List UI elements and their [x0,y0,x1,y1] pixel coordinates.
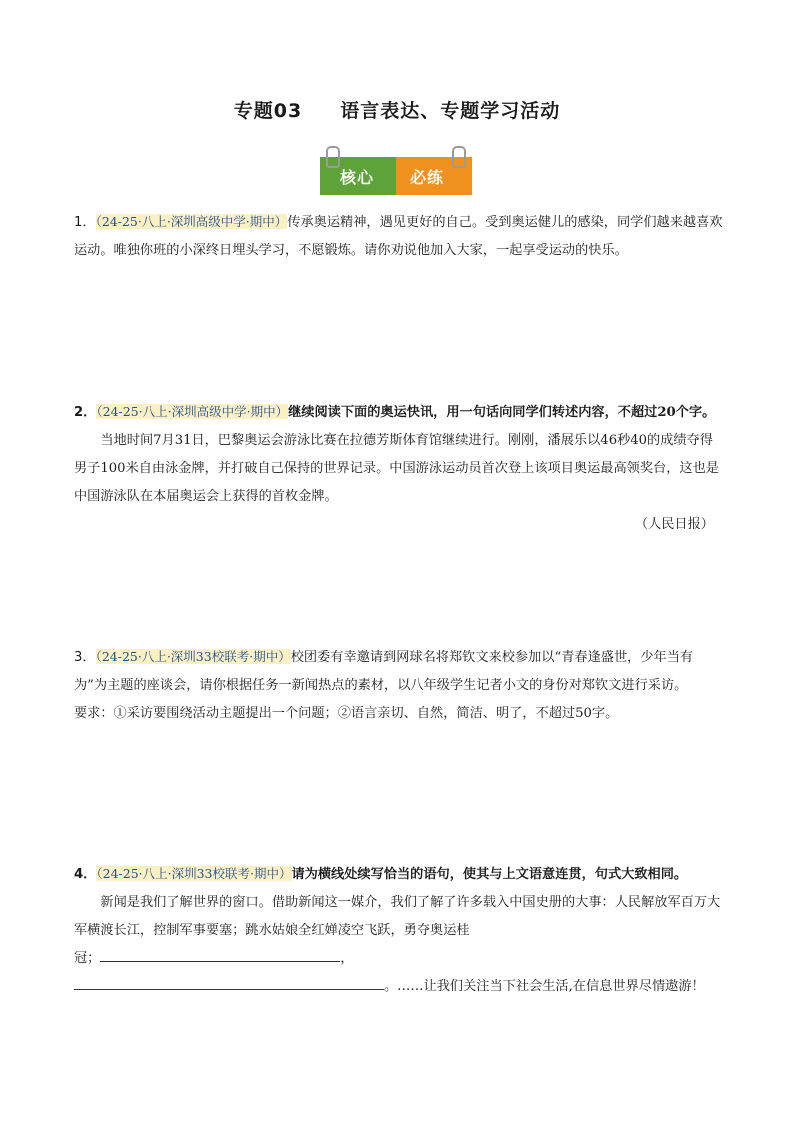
question-requirements: 要求：①采访要围绕活动主题提出一个问题；②语言亲切、自然，简洁、明了，不超过50字。 [74,706,619,721]
question-2 [74,398,724,539]
line2-suffix: 。……让我们关注当下社会生活,在信息世界尽情遨游！ [384,979,705,994]
question-prompt: 继续阅读下面的奥运快讯，用一句话向同学们转述内容，不超过20个字。 [288,405,716,420]
title-main: 专题03 [233,100,303,122]
question-number: 4． [74,867,97,882]
passage-attribution: （人民日报） [634,517,714,532]
badge-right-label: 必练 [410,168,445,187]
paper-clip-icon [326,146,340,168]
question-source: （24-25·八上·深圳33校联考·期中） [96,866,292,881]
section-badge [320,157,472,195]
question-passage: 新闻是我们了解世界的窗口。借助新闻这一媒介，我们了解了许多载入中国史册的大事：人民解放军百万大军横渡长江，控制军事要塞；跳水姑娘全红婵凌空飞跃，勇夺奥运桂 [74,895,721,938]
question-1 [74,208,724,265]
line1-suffix: ， [340,951,354,966]
badge-left-label: 核心 [340,168,375,187]
question-text: 校团委有幸邀请到网球名将郑钦文来校参加以“青春逢盛世，少年当有为”为主题的座谈会，请你根据任务一新闻热点的素材，以八年级学生记者小文的身份对郑钦文进行采访。 [74,650,694,693]
answer-blank-1[interactable] [100,947,340,962]
question-4 [74,860,724,1001]
question-3 [74,643,724,728]
question-source: （24-25·八上·深圳33校联考·期中） [95,649,291,664]
question-number: 1． [74,215,96,230]
question-passage: 当地时间7月31日，巴黎奥运会游泳比赛在拉德芳斯体育馆继续进行。刚刚，潘展乐以46秒40的成绩夺得男子100米自由泳金牌，并打破自己保持的世界记录。中国游泳运动员首次登上该项目奥运最高领奖台，这也是中国游泳队在本届奥运会上获得的首枚金牌。 [74,433,719,504]
title-sub: 语言表达、专题学习活动 [340,100,561,122]
page-title [0,96,794,123]
question-prompt: 请为横线处续写恰当的语句，使其与上文语意连贯，句式大致相同。 [291,867,688,882]
paper-clip-icon [452,146,466,168]
question-source: （24-25·八上·深圳高级中学·期中） [95,214,288,229]
line1-prefix: 冠； [74,951,101,966]
answer-blank-2[interactable] [74,975,384,990]
question-source: （24-25·八上·深圳高级中学·期中） [96,404,289,419]
question-number: 3． [74,650,96,665]
question-text: 传承奥运精神，遇见更好的自己。受到奥运健儿的感染，同学们越来越喜欢运动。唯独你班的小深终日埋头学习，不愿锻炼。请你劝说他加入大家，一起享受运动的快乐。 [74,215,723,258]
question-number: 2． [74,405,97,420]
